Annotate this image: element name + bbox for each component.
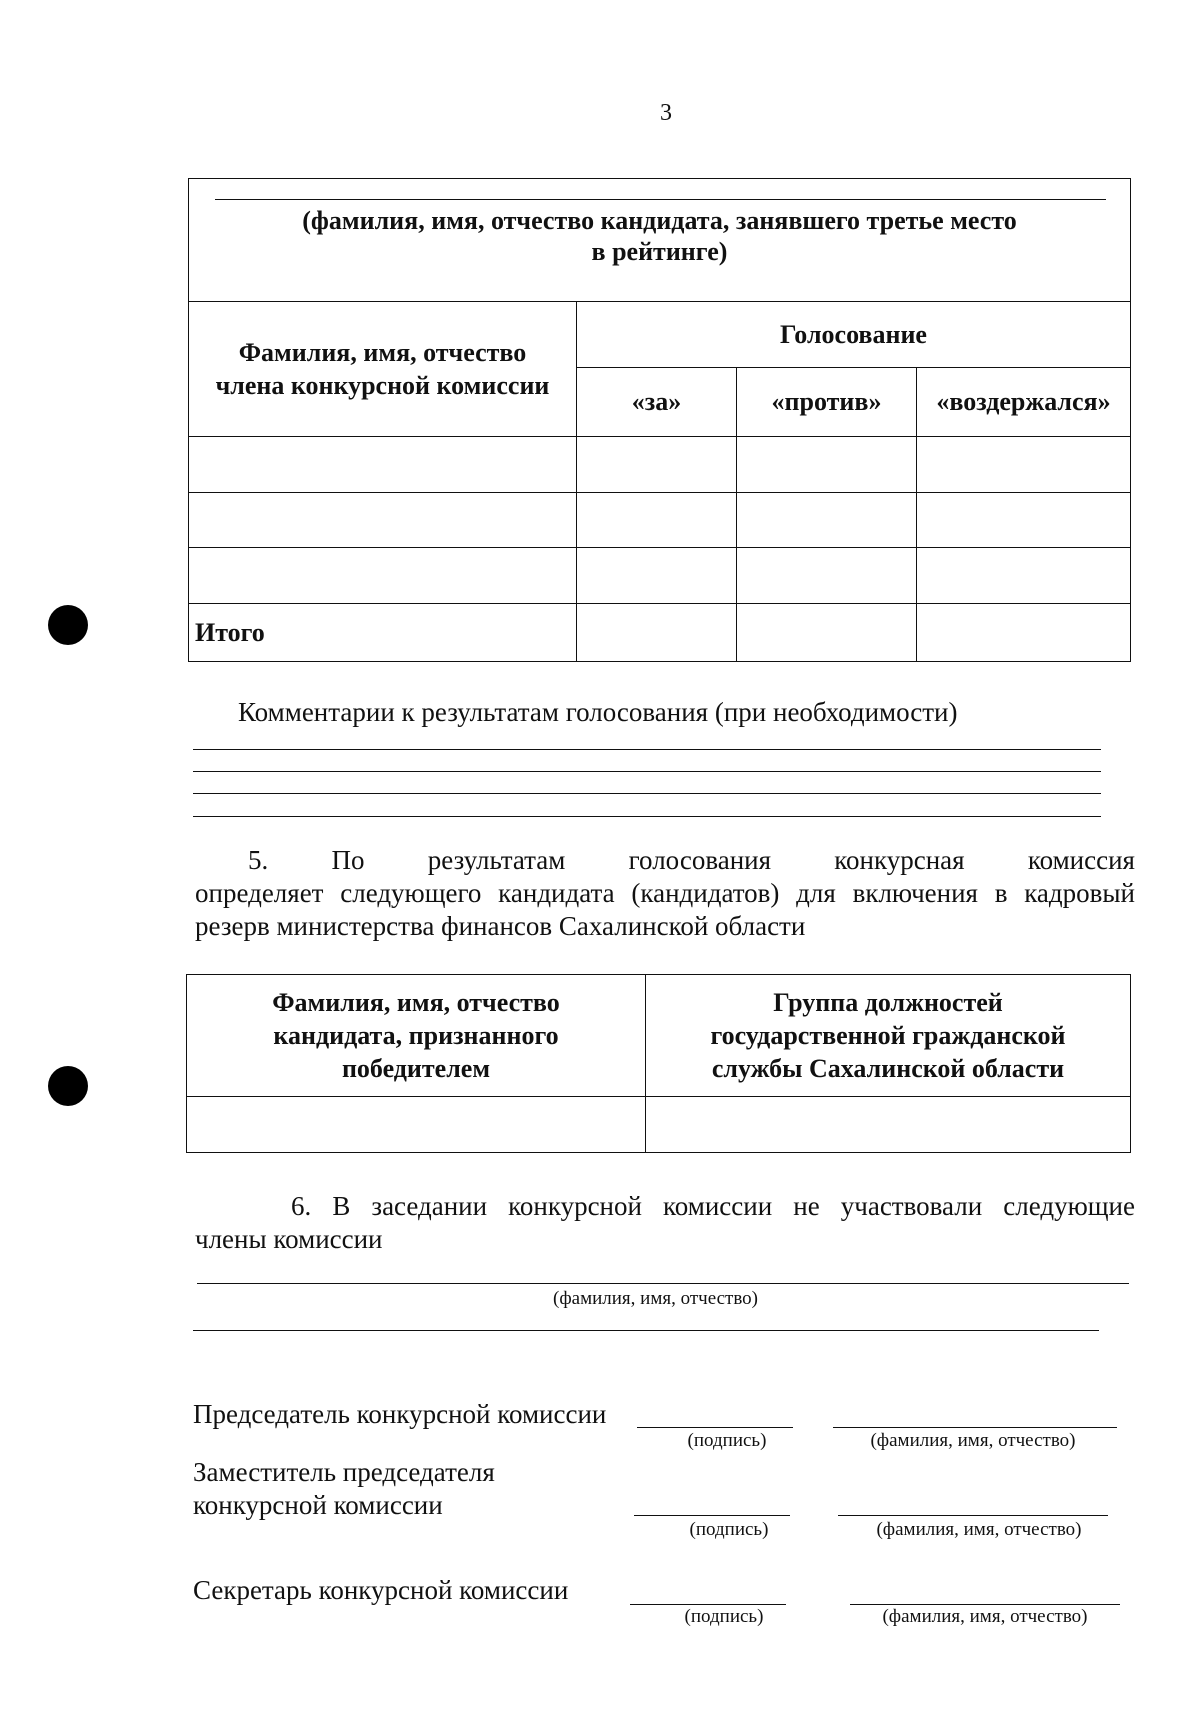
member-name-cell bbox=[189, 493, 577, 548]
section6-line2: члены комиссии bbox=[195, 1224, 383, 1254]
comments-label: Комментарии к результатам голосования (при необходимости) bbox=[238, 697, 958, 727]
section5-word: результатам bbox=[427, 845, 566, 875]
comment-line bbox=[193, 749, 1101, 750]
table-row bbox=[189, 493, 1131, 548]
page-number: 3 bbox=[660, 100, 672, 126]
secretary-name-line bbox=[850, 1604, 1120, 1605]
vote-against-cell bbox=[737, 437, 917, 493]
absent-member-line bbox=[193, 1330, 1099, 1331]
total-for-cell bbox=[577, 604, 737, 662]
name-caption: (фамилия, имя, отчество) bbox=[870, 1430, 1076, 1451]
deputy-signature-line bbox=[634, 1515, 790, 1516]
total-label: Итого bbox=[189, 604, 577, 662]
winner-header-line: кандидата, признанного bbox=[273, 1021, 559, 1050]
table-row bbox=[189, 437, 1131, 493]
table-row bbox=[187, 1097, 1131, 1153]
winner-name-cell bbox=[187, 1097, 646, 1153]
deputy-label-line: конкурсной комиссии bbox=[193, 1490, 443, 1520]
deputy-label bbox=[193, 1456, 495, 1522]
absent-member-caption: (фамилия, имя, отчество) bbox=[553, 1288, 759, 1309]
position-group-header bbox=[646, 975, 1131, 1097]
section5-word: По bbox=[331, 845, 365, 875]
vote-for-cell bbox=[577, 548, 737, 604]
secretary-label: Секретарь конкурсной комиссии bbox=[193, 1575, 569, 1605]
table-row bbox=[189, 548, 1131, 604]
chairman-signature-line bbox=[637, 1427, 793, 1428]
comment-line bbox=[193, 771, 1101, 772]
member-header-line2: члена конкурсной комиссии bbox=[215, 371, 550, 400]
candidate-caption-line1: (фамилия, имя, отчество кандидата, занявшего третье место bbox=[302, 206, 1017, 235]
section5-line2: определяет следующего кандидата (кандидатов) для включения в кадровый bbox=[195, 878, 1135, 908]
vote-against-cell bbox=[737, 548, 917, 604]
voting-table bbox=[188, 178, 1131, 662]
col-for: «за» bbox=[577, 368, 737, 437]
punch-hole bbox=[48, 605, 88, 645]
member-name-cell bbox=[189, 437, 577, 493]
punch-hole bbox=[48, 1066, 88, 1106]
absent-member-line bbox=[197, 1283, 1129, 1284]
section5-word: конкурсная bbox=[834, 845, 965, 875]
member-header-cell bbox=[189, 302, 577, 437]
signature-caption: (подпись) bbox=[684, 1606, 764, 1627]
member-name-cell bbox=[189, 548, 577, 604]
section6-line1: 6. В заседании конкурсной комиссии не участвовали следующие bbox=[291, 1191, 1135, 1221]
section5-number: 5. bbox=[248, 845, 269, 875]
chairman-label: Председатель конкурсной комиссии bbox=[193, 1399, 607, 1429]
col-abstained: «воздержался» bbox=[917, 368, 1131, 437]
member-header-line1: Фамилия, имя, отчество bbox=[238, 338, 527, 367]
name-caption: (фамилия, имя, отчество) bbox=[882, 1606, 1088, 1627]
group-header-line: службы Сахалинской области bbox=[711, 1054, 1065, 1083]
total-against-cell bbox=[737, 604, 917, 662]
candidate-caption-line2: в рейтинге) bbox=[591, 237, 728, 266]
signature-caption: (подпись) bbox=[689, 1519, 769, 1540]
section5-word: комиссия bbox=[1027, 845, 1135, 875]
winner-table bbox=[186, 974, 1131, 1153]
vote-for-cell bbox=[577, 493, 737, 548]
group-header-line: Группа должностей bbox=[773, 988, 1003, 1017]
winner-name-header bbox=[187, 975, 646, 1097]
secretary-signature-line bbox=[630, 1604, 786, 1605]
position-group-cell bbox=[646, 1097, 1131, 1153]
candidate-caption-cell bbox=[189, 179, 1131, 302]
section6-paragraph bbox=[195, 1190, 1135, 1256]
group-header-line: государственной гражданской bbox=[710, 1021, 1066, 1050]
section5-word: голосования bbox=[628, 845, 772, 875]
vote-against-cell bbox=[737, 493, 917, 548]
signature-caption: (подпись) bbox=[687, 1430, 767, 1451]
chairman-name-line bbox=[833, 1427, 1117, 1428]
section5-line3: резерв министерства финансов Сахалинской области bbox=[195, 911, 806, 941]
total-row bbox=[189, 604, 1131, 662]
winner-header-line: Фамилия, имя, отчество bbox=[272, 988, 560, 1017]
winner-header-line: победителем bbox=[341, 1054, 491, 1083]
section5-line1 bbox=[195, 844, 1135, 877]
name-caption: (фамилия, имя, отчество) bbox=[876, 1519, 1082, 1540]
comment-line bbox=[193, 816, 1101, 817]
section5-paragraph bbox=[195, 844, 1135, 943]
deputy-name-line bbox=[838, 1515, 1108, 1516]
total-abstained-cell bbox=[917, 604, 1131, 662]
voting-header: Голосование bbox=[577, 302, 1131, 368]
comment-line bbox=[193, 793, 1101, 794]
vote-abstained-cell bbox=[917, 493, 1131, 548]
vote-abstained-cell bbox=[917, 548, 1131, 604]
deputy-label-line: Заместитель председателя bbox=[193, 1457, 495, 1487]
candidate-name-line bbox=[215, 199, 1106, 200]
vote-abstained-cell bbox=[917, 437, 1131, 493]
vote-for-cell bbox=[577, 437, 737, 493]
col-against: «против» bbox=[737, 368, 917, 437]
